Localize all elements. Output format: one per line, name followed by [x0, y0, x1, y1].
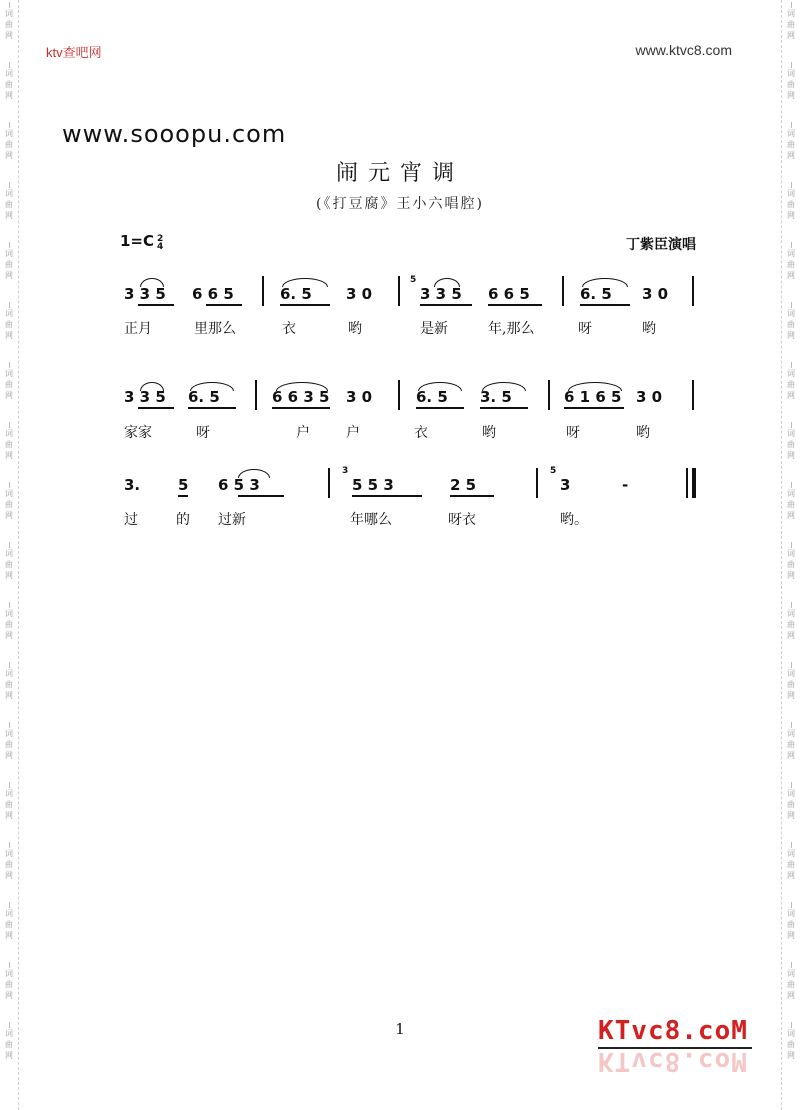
watermark-char: 曲	[5, 920, 13, 929]
watermark-char: 曲	[5, 20, 13, 29]
watermark-char: 词	[787, 549, 795, 558]
watermark-char: 词	[787, 9, 795, 18]
watermark-group	[5, 960, 13, 1020]
note-group: 3 3 5	[124, 388, 166, 406]
watermark-char: 曲	[5, 560, 13, 569]
lyric: 家家	[124, 425, 152, 441]
watermark-group	[5, 0, 13, 60]
watermark-char: 曲	[787, 140, 795, 149]
bar-line	[398, 276, 400, 306]
note-group: 6 5 3	[218, 476, 260, 494]
watermark-char: 曲	[5, 140, 13, 149]
watermark-char: 曲	[787, 800, 795, 809]
watermark-char: 曲	[5, 260, 13, 269]
bar-line	[398, 380, 400, 410]
watermark-group	[787, 600, 795, 660]
page-number: 1	[395, 1020, 405, 1038]
lyric: 年,那么	[488, 321, 535, 337]
lyric: 过	[124, 512, 138, 528]
watermark-char: 词	[787, 789, 795, 798]
watermark-char: 网	[5, 691, 13, 700]
watermark-char: 词	[787, 69, 795, 78]
grace-note: 3	[342, 466, 349, 476]
watermark-char: 词	[5, 249, 13, 258]
watermark-char: 词	[787, 129, 795, 138]
watermark-char: 词	[5, 909, 13, 918]
watermark-group	[787, 660, 795, 720]
watermark-char: 词	[5, 309, 13, 318]
performer: 丁紫臣演唱	[626, 237, 696, 253]
underline	[352, 495, 422, 497]
watermark-group	[787, 840, 795, 900]
lyric: 呀	[578, 321, 592, 337]
watermark-char: 词	[787, 909, 795, 918]
lyric: 年哪么	[350, 512, 392, 528]
watermark-char: 网	[5, 811, 13, 820]
lyric: 户	[346, 425, 360, 441]
watermark-char: 曲	[787, 560, 795, 569]
note-group: 6. 5	[580, 285, 612, 303]
underline	[580, 304, 630, 306]
slur	[568, 382, 622, 391]
underline	[480, 407, 528, 409]
watermark-group	[787, 0, 795, 60]
watermark-char: 曲	[787, 20, 795, 29]
watermark-char: 曲	[787, 740, 795, 749]
watermark-char: 曲	[787, 860, 795, 869]
watermark-char: 词	[5, 429, 13, 438]
bar-line	[686, 468, 688, 498]
watermark-group	[5, 420, 13, 480]
lyric: 哟	[636, 425, 650, 441]
watermark-char: 词	[5, 189, 13, 198]
watermark-char: 曲	[787, 200, 795, 209]
watermark-char: 词	[787, 849, 795, 858]
watermark-char: 曲	[5, 860, 13, 869]
slur	[190, 382, 234, 391]
bar-line	[255, 380, 257, 410]
note-group: 6 6 5	[488, 285, 530, 303]
time-signature	[157, 235, 163, 251]
watermark-group	[5, 600, 13, 660]
note-group: 3.	[124, 476, 141, 494]
watermark-group	[787, 480, 795, 540]
watermark-char: 网	[787, 691, 795, 700]
watermark-char: 网	[787, 391, 795, 400]
watermark-group	[787, 780, 795, 840]
watermark-char: 网	[787, 31, 795, 40]
header-left-link[interactable]: ktv查吧网	[46, 45, 102, 60]
bar-line	[536, 468, 538, 498]
lyric: 呀	[566, 425, 580, 441]
bar-line	[548, 380, 550, 410]
lyric: 衣	[414, 425, 428, 441]
underline	[138, 304, 174, 306]
watermark-group	[787, 420, 795, 480]
watermark-group	[787, 960, 795, 1020]
note-group: 5	[178, 476, 189, 494]
lyric: 哟	[348, 321, 362, 337]
underline	[416, 407, 464, 409]
note-group: 6 1 6 5	[564, 388, 622, 406]
watermark-char: 词	[787, 369, 795, 378]
slur	[238, 469, 270, 478]
header-right-link[interactable]: www.ktvc8.com	[635, 42, 732, 58]
note-group: 3 3 5	[124, 285, 166, 303]
watermark-char: 网	[5, 151, 13, 160]
watermark-char: 词	[787, 1029, 795, 1038]
watermark-group	[5, 480, 13, 540]
watermark-char: 曲	[787, 320, 795, 329]
watermark-char: 网	[5, 271, 13, 280]
grace-note: 5	[550, 466, 557, 476]
watermark-char: 曲	[787, 680, 795, 689]
note-group: 6. 5	[416, 388, 448, 406]
slur	[434, 278, 460, 287]
watermark-char: 网	[5, 991, 13, 1000]
watermark-char: 网	[5, 931, 13, 940]
watermark-char: 曲	[787, 260, 795, 269]
underline	[488, 304, 542, 306]
watermark-char: 网	[787, 211, 795, 220]
slur	[282, 278, 328, 287]
slur	[276, 382, 328, 391]
slur	[418, 382, 462, 391]
watermark-group	[5, 540, 13, 600]
watermark-group	[787, 720, 795, 780]
site-logo-reflection: KTvc8.coM	[598, 1046, 748, 1076]
watermark-char: 曲	[787, 1040, 795, 1049]
lyric: 哟	[482, 425, 496, 441]
note-group: 3 0	[346, 388, 373, 406]
watermark-char: 网	[5, 331, 13, 340]
note-group: 3 0	[346, 285, 373, 303]
grace-note: 5	[410, 275, 417, 285]
watermark-char: 词	[5, 609, 13, 618]
note-group: 6. 5	[188, 388, 220, 406]
watermark-group	[5, 840, 13, 900]
watermark-char: 曲	[787, 980, 795, 989]
watermark-group	[5, 60, 13, 120]
slur	[140, 278, 164, 287]
underline	[138, 407, 174, 409]
time-top: 2	[157, 234, 164, 244]
watermark-char: 词	[787, 309, 795, 318]
watermark-group	[787, 300, 795, 360]
watermark-char: 曲	[5, 380, 13, 389]
song-title: 闹元宵调	[335, 161, 464, 186]
watermark-char: 网	[5, 451, 13, 460]
lyric: 正月	[124, 321, 152, 337]
watermark-char: 词	[5, 549, 13, 558]
key-signature	[120, 232, 163, 251]
watermark-char: 曲	[787, 500, 795, 509]
watermark-char: 曲	[787, 920, 795, 929]
watermark-char: 曲	[5, 800, 13, 809]
watermark-char: 词	[5, 9, 13, 18]
song-subtitle: (《打豆腐》王小六唱腔)	[316, 196, 484, 212]
watermark-char: 词	[5, 969, 13, 978]
underline	[280, 304, 330, 306]
watermark-char: 曲	[5, 320, 13, 329]
underline	[178, 495, 188, 497]
underline	[188, 407, 236, 409]
watermark-char: 词	[787, 969, 795, 978]
slur	[140, 382, 164, 391]
watermark-group	[5, 240, 13, 300]
watermark-char: 曲	[5, 500, 13, 509]
note-group: 5 5 3	[352, 476, 394, 494]
watermark-char: 网	[5, 871, 13, 880]
underline	[238, 495, 284, 497]
bar-line	[562, 276, 564, 306]
watermark-char: 网	[5, 91, 13, 100]
watermark-group	[5, 360, 13, 420]
watermark-char: 词	[5, 129, 13, 138]
watermark-char: 网	[5, 751, 13, 760]
lyric: 呀	[196, 425, 210, 441]
watermark-char: 网	[5, 1051, 13, 1060]
watermark-char: 词	[787, 669, 795, 678]
watermark-char: 词	[787, 249, 795, 258]
watermark-group	[787, 900, 795, 960]
watermark-char: 网	[787, 931, 795, 940]
watermark-char: 曲	[787, 380, 795, 389]
watermark-char: 网	[787, 451, 795, 460]
watermark-char: 网	[5, 571, 13, 580]
watermark-char: 词	[5, 669, 13, 678]
lyric: 是新	[420, 321, 448, 337]
watermark-char: 网	[787, 511, 795, 520]
watermark-char: 网	[787, 91, 795, 100]
lyric: 过新	[218, 512, 246, 528]
watermark-group	[5, 900, 13, 960]
watermark-char: 网	[787, 631, 795, 640]
watermark-char: 曲	[5, 1040, 13, 1049]
watermark-char: 词	[5, 69, 13, 78]
watermark-char: 网	[5, 211, 13, 220]
watermark-char: 网	[787, 1051, 795, 1060]
watermark-char: 词	[5, 729, 13, 738]
watermark-char: 曲	[787, 80, 795, 89]
watermark-char: 词	[5, 789, 13, 798]
underline	[564, 407, 624, 409]
watermark-char: 词	[787, 429, 795, 438]
key-label: 1=C	[120, 232, 155, 250]
lyric: 的	[176, 512, 190, 528]
note-group: 3 0	[636, 388, 663, 406]
watermark-char: 词	[787, 489, 795, 498]
note-group: 3 3 5	[420, 285, 462, 303]
watermark-char: 曲	[787, 440, 795, 449]
watermark-char: 词	[5, 369, 13, 378]
bar-line	[328, 468, 330, 498]
lyric: 呀衣	[448, 512, 476, 528]
watermark-char: 网	[787, 271, 795, 280]
watermark-group	[787, 240, 795, 300]
watermark-char: 曲	[5, 620, 13, 629]
watermark-group	[787, 360, 795, 420]
watermark-char: 曲	[5, 80, 13, 89]
note-group: 3 0	[642, 285, 669, 303]
final-bar-line	[692, 468, 696, 498]
underline	[420, 304, 472, 306]
note-group: -	[622, 476, 629, 494]
watermark-group	[787, 60, 795, 120]
time-bottom: 4	[157, 242, 164, 252]
watermark-group	[5, 300, 13, 360]
watermark-char: 词	[787, 729, 795, 738]
watermark-char: 网	[5, 31, 13, 40]
note-group: 6. 5	[280, 285, 312, 303]
lyric: 衣	[282, 321, 296, 337]
underline	[206, 304, 242, 306]
watermark-char: 网	[5, 631, 13, 640]
site-url: www.sooopu.com	[62, 120, 287, 148]
watermark-char: 网	[787, 331, 795, 340]
slur	[582, 278, 628, 287]
watermark-char: 词	[787, 189, 795, 198]
note-group: 2 5	[450, 476, 477, 494]
bar-line	[692, 276, 694, 306]
lyric: 户	[296, 425, 310, 441]
watermark-char: 曲	[5, 980, 13, 989]
watermark-group	[787, 540, 795, 600]
watermark-group	[5, 720, 13, 780]
watermark-char: 网	[787, 871, 795, 880]
watermark-char: 曲	[5, 440, 13, 449]
underline	[272, 407, 330, 409]
watermark-char: 网	[787, 811, 795, 820]
watermark-char: 曲	[5, 680, 13, 689]
note-group: 3. 5	[480, 388, 512, 406]
watermark-char: 词	[5, 489, 13, 498]
note-group: 3	[560, 476, 571, 494]
watermark-char: 网	[787, 151, 795, 160]
watermark-char: 网	[787, 571, 795, 580]
watermark-char: 网	[5, 391, 13, 400]
lyric: 哟	[642, 321, 656, 337]
watermark-char: 词	[787, 609, 795, 618]
note-group: 6 6 3 5	[272, 388, 330, 406]
watermark-group	[5, 780, 13, 840]
lyric: 里那么	[194, 321, 236, 337]
watermark-group	[5, 660, 13, 720]
watermark-char: 曲	[787, 620, 795, 629]
note-group: 6 6 5	[192, 285, 234, 303]
watermark-char: 曲	[5, 740, 13, 749]
underline	[450, 495, 494, 497]
bar-line	[262, 276, 264, 306]
watermark-char: 网	[5, 511, 13, 520]
site-logo: KTvc8.coM	[598, 1016, 748, 1046]
lyric: 哟。	[560, 512, 588, 528]
watermark-char: 词	[5, 1029, 13, 1038]
watermark-char: 曲	[5, 200, 13, 209]
bar-line	[692, 380, 694, 410]
slur	[482, 382, 526, 391]
watermark-char: 词	[5, 849, 13, 858]
watermark-char: 网	[787, 751, 795, 760]
watermark-char: 网	[787, 991, 795, 1000]
